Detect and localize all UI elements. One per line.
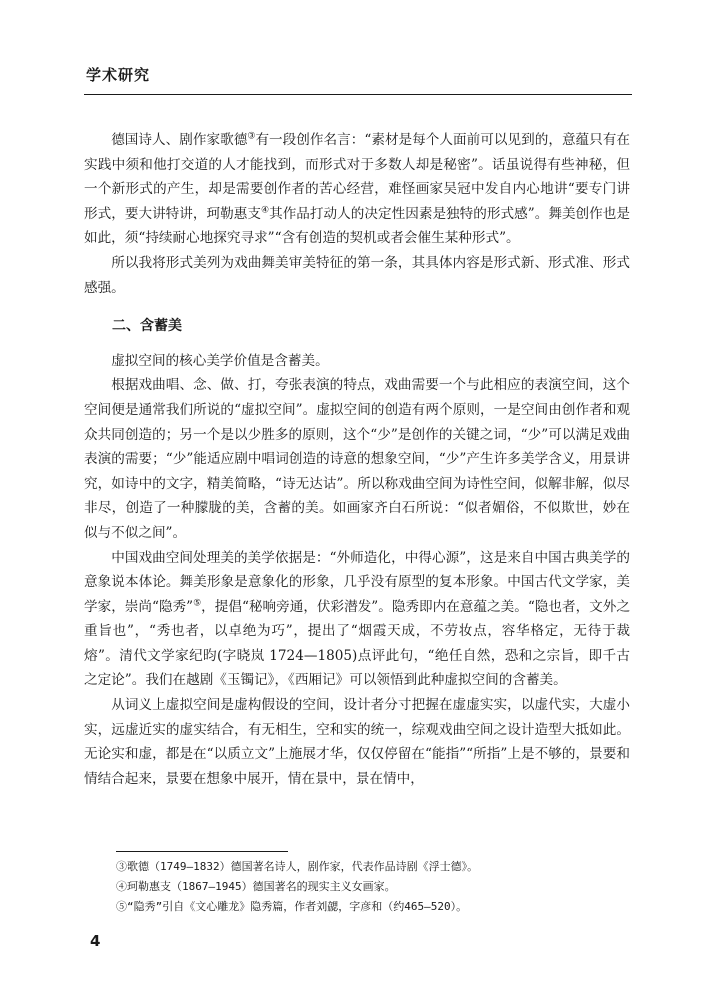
page-number: 4	[90, 932, 101, 950]
paragraph-1-text-c: 其作品打动人的决定性因素是独特的形式感”。舞美创作也是如此，须“持续耐心地探究寻求”“含有创造的契机或者会催生某种形式”。	[84, 205, 630, 247]
paragraph-5-text-b: ，提倡“秘响旁通，伏彩潜发”。隐秀即内在意蕴之美。“隐也者，文外之重旨也”，“秀也者，以卓绝为巧”，提出了“烟霞天成，不劳妆点，容华格定，无待于裁熔”。清代文学家纪昀(字晓岚 1724—1805)点评此句，“绝任自然，恐和之宗旨，即千古之定论”。我们在越剧《玉镯记》，《西厢记》可以领悟到此种虚拟空间的含蓄美。	[84, 598, 630, 689]
section-heading: 二、含蓄美	[112, 318, 182, 335]
paragraph-3: 虚拟空间的核心美学价值是含蓄美。	[111, 352, 329, 369]
paragraph-5	[84, 546, 630, 694]
paragraph-5-text-a: 中国戏曲空间处理美的美学依据是：“外师造化，中得心源”，这是来自中国古典美学的意象说本体论。舞美形象是意象化的形象，几乎没有原型的复本形象。中国古代文学家，美学家，崇尚“隐秀”	[84, 549, 630, 615]
footnote-ref-5: ⑤	[193, 598, 202, 609]
paragraph-2: 所以我将形式美列为戏曲舞美审美特征的第一条，其具体内容是形式新、形式准、形式感强。	[84, 254, 630, 296]
header-rule	[84, 94, 632, 95]
footnote-ref-3: ③	[247, 131, 256, 142]
footnote-rule	[116, 851, 288, 852]
footnote-ref-4: ④	[260, 205, 270, 216]
paragraph-1-text-b: 有一段创作名言：“素材是每个人面前可以见到的，意蕴只有在实践中须和他打交道的人才能找到，而形式对于多数人却是秘密”。话虽说得有些神秘，但一个新形式的产生，却是需要创作者的苦心经营，难怪画家吴冠中发自内心地讲“要专门讲形式，要大讲特讲，珂勒惠支	[84, 132, 630, 222]
footnote-5: ⑤“隐秀”引自《文心雕龙》隐秀篇，作者刘勰，字彦和（约465—520）。	[116, 900, 468, 913]
paragraph-1	[84, 128, 630, 251]
paragraph-6: 从词义上虚拟空间是虚构假设的空间，设计者分寸把握在虚虚实实，以虚代实，大虚小实，远虚近实的虚实结合，有无相生，空和实的统一，综观戏曲空间之设计造型大抵如此。无论实和虚，都是在“以质立文”上施展才华，仅仅停留在“能指”“所指”上是不够的，景要和情结合起来，景要在想象中展开，情在景中，景在情中，	[84, 697, 630, 787]
running-header-title: 学术研究	[86, 66, 151, 84]
footnotes	[116, 857, 636, 917]
paragraph-4: 根据戏曲唱、念、做、打，夸张表演的特点，戏曲需要一个与此相应的表演空间，这个空间便是通常我们所说的“虚拟空间”。虚拟空间的创造有两个原则，一是空间由创作者和观众共同创造的；另一个是以少胜多的原则，这个“少”是创作的关键之词，“少”可以满足戏曲表演的需要；“少”能适应剧中唱词创造的诗意的想象空间，“少”产生许多美学含义，用景讲究，如诗中的文字，精美简略，“诗无达诂”。所以称戏曲空间为诗性空间，似解非解，似尽非尽，创造了一种朦胧的美，含蓄的美。如画家齐白石所说：“似者媚俗，不似欺世，妙在似与不似之间”。	[84, 377, 630, 541]
paragraph-1-text-a: 德国诗人、剧作家歌德	[111, 132, 248, 148]
footnote-4: ④珂勒惠支（1867—1945）德国著名的现实主义女画家。	[116, 880, 396, 893]
footnote-3: ③歌德（1749—1832）德国著名诗人，剧作家，代表作品诗剧《浮士德》。	[116, 860, 479, 873]
body-text	[84, 128, 630, 791]
